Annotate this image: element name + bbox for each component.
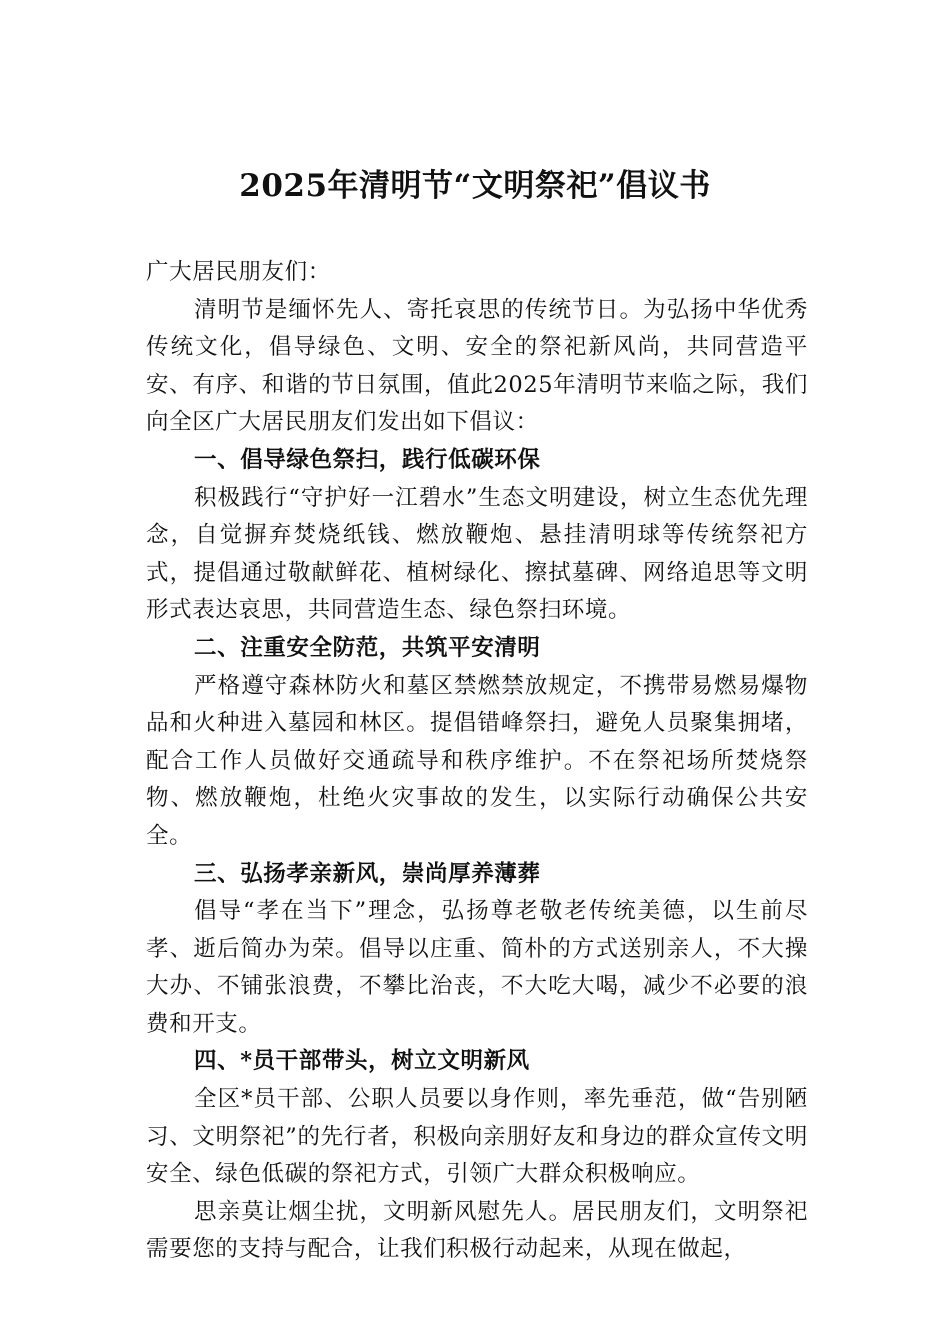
section-paragraph-1: 积极践行“守护好一江碧水”生态文明建设，树立生态优先理念，自觉摒弃焚烧纸钱、燃放鞭炮、悬挂清明球等传统祭祀方式，提倡通过敬献鲜花、植树绿化、擦拭墓碑、网络追思等文明形式表达哀思，共同营造生态、绿色祭扫环境。 <box>146 484 808 624</box>
document-body <box>146 254 808 1269</box>
section-paragraph-2: 严格遵守森林防火和墓区禁燃禁放规定，不携带易燃易爆物品和火种进入墓园和林区。提倡错峰祭扫，避免人员聚集拥堵，配合工作人员做好交通疏导和秩序维护。不在祭祀场所焚烧祭物、燃放鞭炮，杜绝火灾事故的发生，以实际行动确保公共安全。 <box>146 672 808 849</box>
section-heading-1: 一、倡导绿色祭扫，践行低碳环保 <box>194 446 541 473</box>
document-title: 2025年清明节“文明祭祀”倡议书 <box>239 168 711 204</box>
section-heading-2: 二、注重安全防范，共筑平安清明 <box>194 634 541 661</box>
section-paragraph-3: 倡导“孝在当下”理念，弘扬尊老敬老传统美德，以生前尽孝、逝后简办为荣。倡导以庄重、简朴的方式送别亲人，不大操大办、不铺张浪费，不攀比治丧，不大吃大喝，减少不必要的浪费和开支。 <box>146 898 808 1037</box>
intro-paragraph: 清明节是缅怀先人、寄托哀思的传统节日。为弘扬中华优秀传统文化，倡导绿色、文明、安全的祭祀新风尚，共同营造平安、有序、和谐的节日氛围，值此2025年清明节来临之际，我们向全区广大居民朋友们发出如下倡议： <box>146 296 808 436</box>
salutation: 广大居民朋友们： <box>146 259 331 285</box>
closing-paragraph: 思亲莫让烟尘扰，文明新风慰先人。居民朋友们，文明祭祀需要您的支持与配合，让我们积极行动起来，从现在做起， <box>146 1198 808 1263</box>
section-heading-4: 四、*员干部带头，树立文明新风 <box>194 1048 530 1075</box>
section-paragraph-4: 全区*员干部、公职人员要以身作则，率先垂范，做“告别陋习、文明祭祀”的先行者，积极向亲朋好友和身边的群众宣传文明安全、绿色低碳的祭祀方式，引领广大群众积极响应。 <box>146 1086 808 1188</box>
section-heading-3: 三、弘扬孝亲新风，崇尚厚养薄葬 <box>194 860 541 887</box>
